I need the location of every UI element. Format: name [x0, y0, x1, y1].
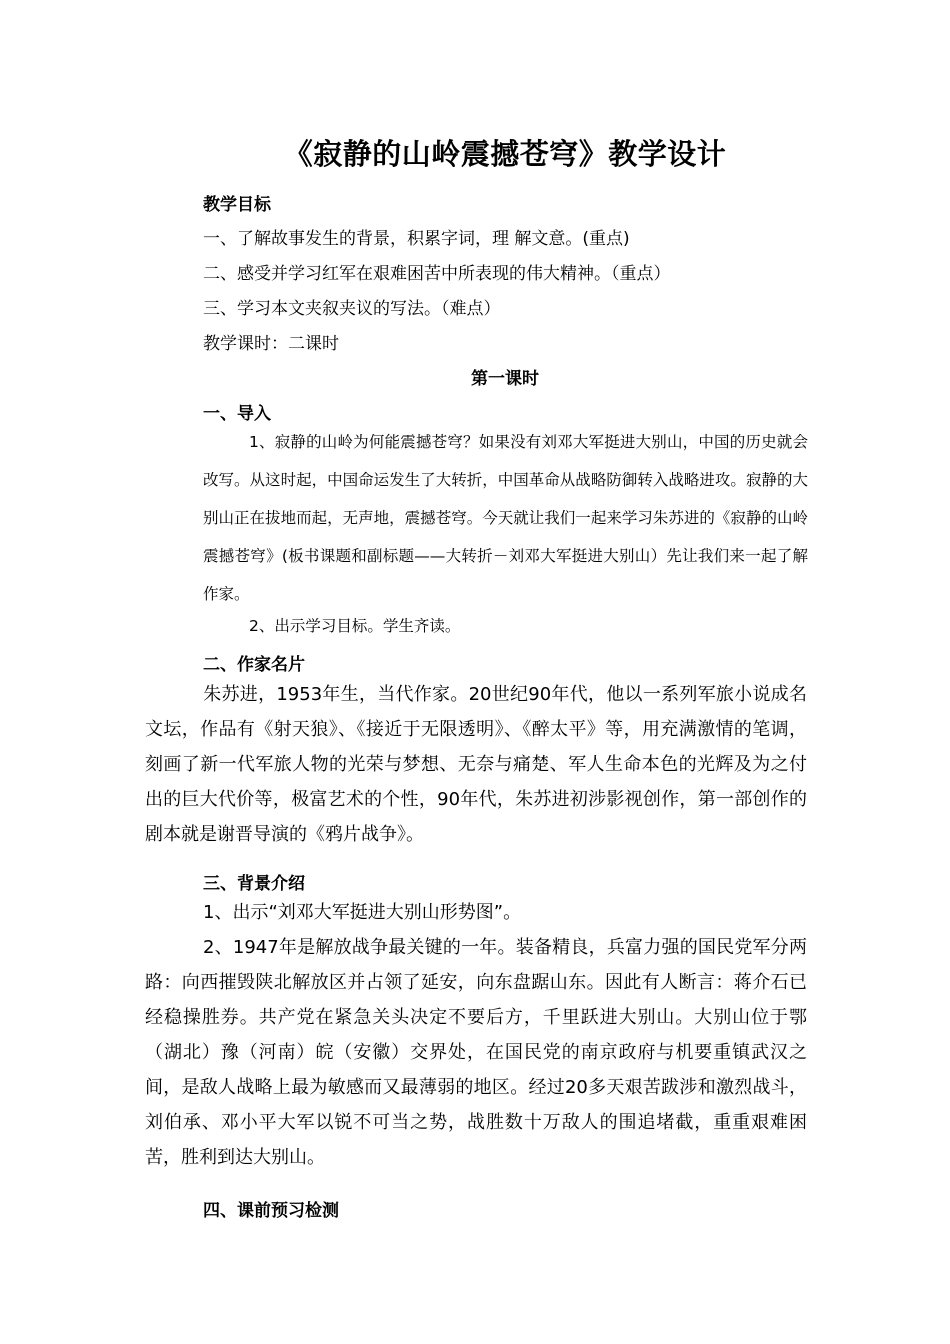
section-preview-heading: 四、课前预习检测 [203, 1201, 339, 1221]
intro-paragraph-2 [203, 607, 808, 645]
background-paragraph-1 [145, 895, 807, 930]
intro-paragraph-2-text: 2、出示学习目标。学生齐读。 [249, 617, 461, 635]
objectives-heading: 教学目标 [203, 195, 271, 215]
teaching-hours: 教学课时：二课时 [203, 334, 339, 354]
intro-paragraph-1-text: 1、寂静的山岭为何能震撼苍穹？如果没有刘邓大军挺进大别山，中国的历史就会改写。从这时起，中国命运发生了大转折，中国革命从战略防御转入战略进攻。寂静的大别山正在拔地而起，无声地，震撼苍穹。今天就让我们一起来学习朱苏进的《寂静的山岭震撼苍穹》(板书课题和副标题——大转折－刘邓大军挺进大别山）先让我们来一起了解作家。 [203, 433, 808, 603]
section-intro-heading: 一、导入 [203, 404, 271, 424]
background-paragraph-1-text: 1、出示“刘邓大军挺进大别山形势图”。 [203, 902, 522, 923]
document-title: 《寂静的山岭震撼苍穹》教学设计 [283, 137, 727, 171]
background-paragraph-2-text: 2、1947年是解放战争最关键的一年。装备精良，兵富力强的国民党军分两路：向西摧毁陕北解放区并占领了延安，向东盘踞山东。因此有人断言：蒋介石已经稳操胜券。共产党在紧急关头决定不要后方，千里跃进大别山。大别山位于鄂（湖北）豫（河南）皖（安徽）交界处，在国民党的南京政府与机要重镇武汉之间，是敌人战略上最为敏感而又最薄弱的地区。经过20多天艰苦跋涉和激烈战斗，刘伯承、邓小平大军以锐不可当之势，战胜数十万敌人的围追堵截，重重艰难困苦，胜利到达大别山。 [145, 937, 807, 1168]
objective-item-2: 二、感受并学习红军在艰难困苦中所表现的伟大精神。（重点） [203, 264, 671, 284]
section-background-heading: 三、背景介绍 [203, 874, 305, 894]
author-paragraph [145, 677, 807, 852]
objective-item-1: 一、了解故事发生的背景，积累字词，理 解文意。(重点) [203, 229, 630, 249]
author-paragraph-text: 朱苏进，1953年生，当代作家。20世纪90年代，他以一系列军旅小说成名文坛，作品有《射天狼》、《接近于无限透明》、《醉太平》等，用充满激情的笔调，刻画了新一代军旅人物的光荣与梦想、无奈与痛楚、军人生命本色的光辉及为之付出的巨大代价等，极富艺术的个性，90年代，朱苏进初涉影视创作，第一部创作的剧本就是谢晋导演的《鸦片战争》。 [145, 684, 807, 845]
section-author-heading: 二、作家名片 [203, 655, 305, 675]
objective-item-3: 三、学习本文夹叙夹议的写法。（难点） [203, 299, 501, 319]
lesson-heading: 第一课时 [471, 369, 539, 389]
intro-paragraph-1 [203, 423, 808, 613]
background-paragraph-2 [145, 930, 807, 1175]
